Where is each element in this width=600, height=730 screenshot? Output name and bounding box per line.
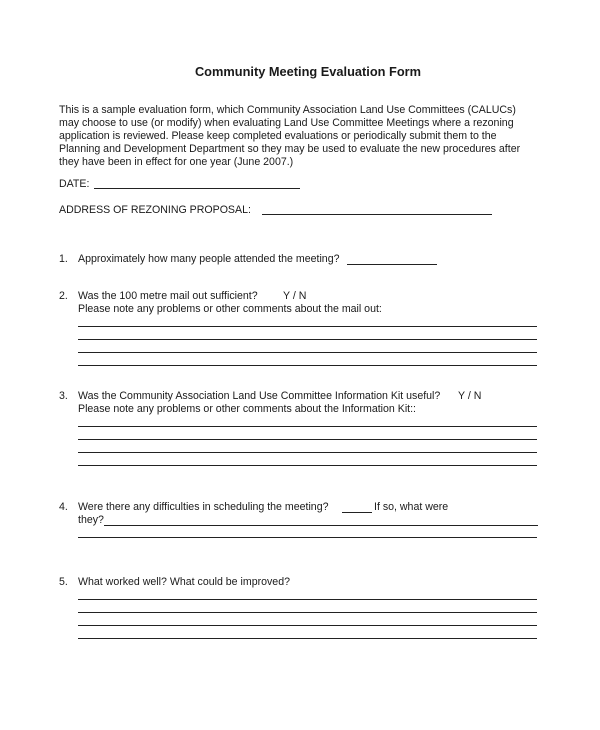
question-text-cont: they? — [78, 514, 104, 526]
answer-line[interactable] — [78, 326, 537, 327]
question-text: Approximately how many people attended the meeting? — [78, 253, 340, 265]
attendance-field[interactable] — [347, 264, 437, 265]
address-label: ADDRESS OF REZONING PROPOSAL: — [59, 204, 251, 216]
question-number: 2. — [59, 290, 68, 302]
question-text: Were there any difficulties in scheduling the meeting? — [78, 501, 329, 513]
intro-line: application is reviewed. Please keep completed evaluations or periodically submit them to the — [59, 130, 497, 142]
question-text-cont: If so, what were — [374, 501, 449, 513]
answer-line[interactable] — [78, 339, 537, 340]
difficulties-field[interactable] — [342, 512, 372, 513]
question-note: Please note any problems or other comments about the Information Kit:: — [78, 403, 417, 415]
intro-line: This is a sample evaluation form, which Community Association Land Use Committees (CALUCs) — [59, 104, 516, 116]
question-number: 3. — [59, 390, 68, 402]
answer-line[interactable] — [78, 599, 537, 600]
date-field[interactable] — [94, 188, 300, 189]
intro-line: they have been in effect for one year (June 2007.) — [59, 156, 294, 168]
question-text: Was the Community Association Land Use Committee Information Kit useful? — [78, 390, 441, 402]
answer-line[interactable] — [78, 352, 537, 353]
address-field[interactable] — [262, 214, 492, 215]
yes-no-choice[interactable]: Y / N — [283, 290, 307, 302]
date-label: DATE: — [59, 178, 90, 190]
intro-line: may choose to use (or modify) when evaluating Land Use Committee Meetings where a rezoning — [59, 117, 514, 129]
answer-line[interactable] — [78, 612, 537, 613]
answer-line[interactable] — [78, 537, 537, 538]
answer-line[interactable] — [78, 465, 537, 466]
answer-line[interactable] — [78, 439, 537, 440]
answer-line[interactable] — [78, 638, 537, 639]
answer-line[interactable] — [78, 625, 537, 626]
yes-no-choice[interactable]: Y / N — [458, 390, 482, 402]
question-number: 4. — [59, 501, 68, 513]
question-text: What worked well? What could be improved? — [78, 576, 290, 588]
answer-line[interactable] — [78, 452, 537, 453]
answer-line[interactable] — [104, 525, 538, 526]
answer-line[interactable] — [78, 426, 537, 427]
intro-line: Planning and Development Department so they may be used to evaluate the new procedures after — [59, 143, 521, 155]
question-note: Please note any problems or other comments about the mail out: — [78, 303, 382, 315]
question-text: Was the 100 metre mail out sufficient? — [78, 290, 258, 302]
form-title: Community Meeting Evaluation Form — [194, 64, 422, 79]
question-number: 5. — [59, 576, 68, 588]
answer-line[interactable] — [78, 365, 537, 366]
question-number: 1. — [59, 253, 68, 265]
